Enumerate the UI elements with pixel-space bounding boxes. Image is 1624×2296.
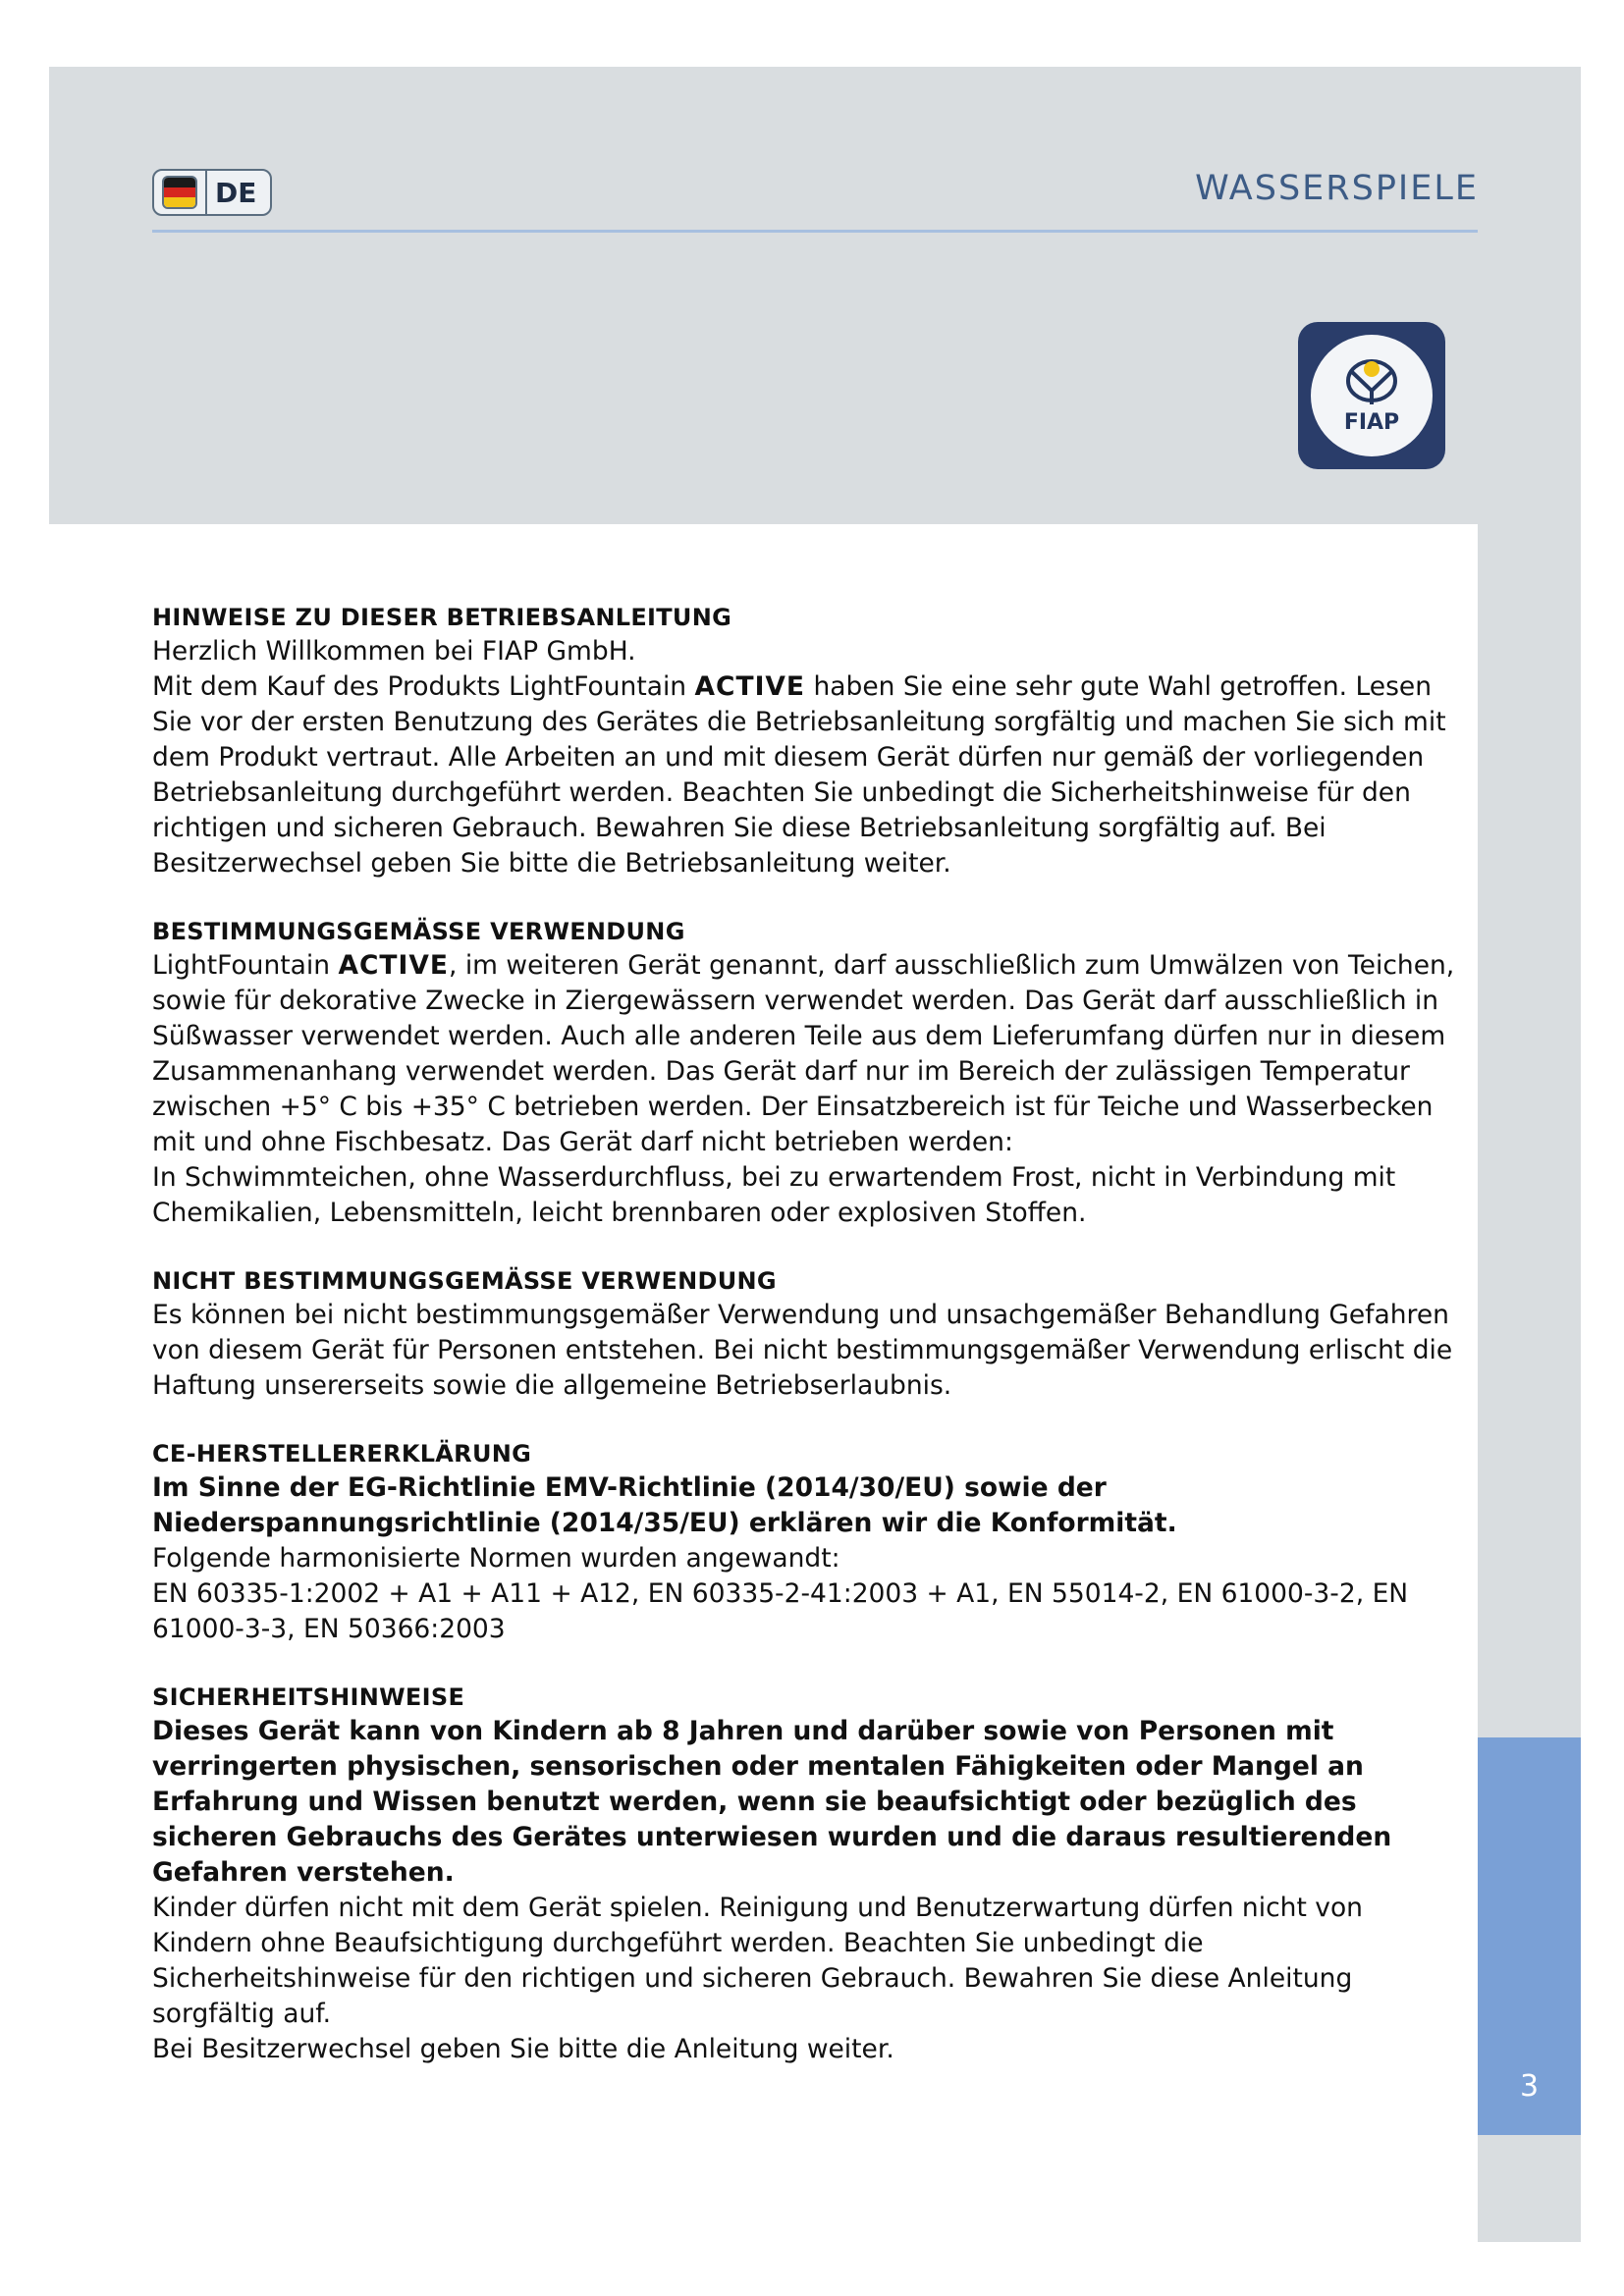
language-badge <box>152 169 272 216</box>
sicherheit-paragraph: Kinder dürfen nicht mit dem Gerät spielen. Reinigung und Benutzerwartung dürfen nicht von Kindern ohne Beaufsichtigung durchgeführt werden. Beachten Sie unbedingt die Sicherheitshinweise für den richtigen und sicheren Gebrauch. Bewahren Sie diese Anleitung sorgfältig auf. <box>152 1893 1363 2029</box>
fiap-emblem-icon <box>1343 357 1400 408</box>
ce-standards-list: EN 60335-1:2002 + A1 + A11 + A12, EN 60335-2-41:2003 + A1, EN 55014-2, EN 61000-3-2, EN 61000-3-3, EN 50366:2003 <box>152 1578 1409 1644</box>
bestimmung-paragraph: LightFountain ACTIVE, im weiteren Gerät genannt, darf ausschließlich zum Umwälzen von Teichen, sowie für dekorative Zwecke in Ziergewässern verwendet werden. Das Gerät darf ausschließlich in Süßwasser verwendet werden. Auch alle anderen Teile aus dem Lieferumfang dürfen nur in diesem Zusammenanhang verwendet werden. Das Gerät darf nur im Bereich der zulässigen Temperatur zwischen +5° C bis +35° C betrieben werden. Der Einsatzbereich ist für Teiche und Wasserbecken mit und ohne Fischbesatz. Das Gerät darf nicht betrieben werden: <box>152 950 1455 1157</box>
german-flag-icon <box>162 176 197 209</box>
welcome-text: Herzlich Willkommen bei FIAP GmbH. <box>152 636 636 667</box>
heading-nicht-bestimmung: NICHT BESTIMMUNGSGEMÄSSE VERWENDUNG <box>152 1267 777 1295</box>
hinweise-paragraph: Mit dem Kauf des Produkts LightFountain ACTIVE haben Sie eine sehr gute Wahl getroffen. Lesen Sie vor der ersten Benutzung des Gerätes die Betriebsanleitung sorgfältig und machen Sie sich mit dem Produkt vertraut. Alle Arbeiten an und mit diesem Gerät dürfen nur gemäß der vorliegenden Betriebsanleitung durchgeführt werden. Beachten Sie unbedingt die Sicherheitshinweise für den richtigen und sicheren Gebrauch. Bewahren Sie diese Betriebsanleitung sorgfältig auf. Bei Besitzerwechsel geben Sie bitte die Betriebsanleitung weiter. <box>152 671 1446 879</box>
heading-hinweise: HINWEISE ZU DIESER BETRIEBSANLEITUNG <box>152 604 732 631</box>
fiap-logo <box>1298 322 1445 469</box>
nicht-bestimmung-paragraph: Es können bei nicht bestimmungsgemäßer Verwendung und unsachgemäßer Behandlung Gefahren von diesem Gerät für Personen entstehen. Bei nicht bestimmungsgemäßer Verwendung erlischt die Haftung unsererseits sowie die allgemeine Betriebserlaubnis. <box>152 1300 1453 1401</box>
sicherheit-warning: Dieses Gerät kann von Kindern ab 8 Jahren und darüber sowie von Personen mit verringerten physischen, sensorischen oder mentalen Fähigkeiten oder Mangel an Erfahrung und Wissen benutzt werden, wenn sie beaufsichtigt oder bezüglich des sicheren Gebrauchs des Gerätes unterwiesen wurden und die daraus resultierenden Gefahren verstehen. <box>152 1716 1392 1888</box>
sicherheit-paragraph-2: Bei Besitzerwechsel geben Sie bitte die Anleitung weiter. <box>152 2034 894 2064</box>
heading-bestimmung: BESTIMMUNGSGEMÄSSE VERWENDUNG <box>152 918 685 945</box>
language-code: DE <box>215 176 257 209</box>
product-name: ACTIVE <box>338 950 449 981</box>
ce-standards-intro: Folgende harmonisierte Normen wurden angewandt: <box>152 1543 840 1574</box>
ce-declaration: Im Sinne der EG-Richtlinie EMV-Richtlinie (2014/30/EU) sowie der Niederspannungsrichtlinie (2014/35/EU) erklären wir die Konformität. <box>152 1472 1177 1538</box>
bestimmung-paragraph-2: In Schwimmteichen, ohne Wasserdurchfluss, bei zu erwartendem Frost, nicht in Verbindung mit Chemikalien, Lebensmitteln, leicht brennbaren oder explosiven Stoffen. <box>152 1162 1396 1228</box>
product-name: ACTIVE <box>694 671 806 702</box>
section-title: WASSERSPIELE <box>1195 169 1479 208</box>
title-rule <box>152 230 1478 233</box>
logo-text: FIAP <box>1343 409 1400 435</box>
heading-ce: CE-HERSTELLERERKLÄRUNG <box>152 1440 532 1468</box>
heading-sicherheit: SICHERHEITSHINWEISE <box>152 1683 465 1711</box>
page-number: 3 <box>1519 2069 1540 2104</box>
document-body <box>152 601 1458 2067</box>
